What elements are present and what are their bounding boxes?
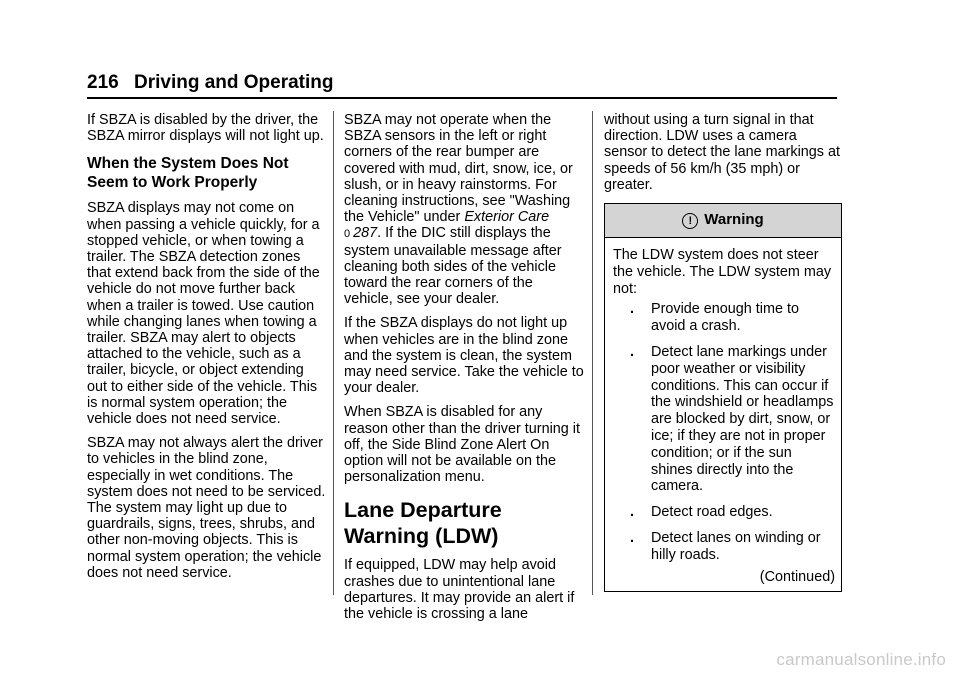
paragraph: SBZA displays may not come on when passing a vehicle quickly, for a stopped vehicle, or when towing a trailer. The SBZA detection zones that extend back from the side of the vehicle do not move further back when a trailer is towed. Use caution while changing lanes when towing a trailer. SBZA may alert to objects attached to the vehicle, such as a trailer, bicycle, or object extending out to either side of the vehicle. This is normal system operation; the vehicle does not need service. (87, 200, 320, 428)
paragraph: When SBZA is disabled for any reason other than the driver turning it off, the Side Blind Zone Alert On option will not be available on the personalization menu. (344, 404, 580, 486)
paragraph: SBZA may not always alert the driver to vehicles in the blind zone, especially in wet conditions. The system does not need to be serviced. The system may light up due to guardrails, signs, trees, shrubs, and other non-moving objects. This is normal system operation; the vehicle does not need service. (87, 435, 326, 581)
column-2 (344, 112, 584, 630)
text-run: . If the DIC still displays the system unavailable message after cleaning both sides of the vehicle toward the rear corners of the vehicle, see your dealer. (344, 225, 562, 308)
list-item (613, 301, 835, 335)
list-item (613, 504, 835, 521)
paragraph: If equipped, LDW may help avoid crashes due to unintentional lane departures. It may provide an alert if the vehicle is crossing a lane (344, 557, 575, 623)
warning-header (605, 204, 841, 238)
continued-label: (Continued) (759, 568, 835, 585)
paragraph: without using a turn signal in that direction. LDW uses a camera sensor to detect the lane markings at speeds of 56 km/h (35 mph) or greater. (604, 112, 840, 193)
paragraph: If SBZA is disabled by the driver, the SBZA mirror displays will not light up. (87, 112, 324, 145)
list-item-text: Detect lanes on winding or hilly roads. (651, 529, 821, 563)
column-divider (333, 111, 334, 595)
list-item (613, 530, 835, 564)
header-rule (87, 97, 837, 99)
page-header (87, 72, 334, 94)
bullet-icon: . (630, 301, 634, 318)
warning-lead: The LDW system does not steer the vehicle. The LDW system may not: (613, 247, 832, 297)
page-reference-icon: 0 (344, 228, 351, 241)
page-number: 216 (87, 72, 119, 93)
column-3 (604, 112, 842, 592)
list-item (613, 344, 835, 495)
bullet-icon: . (630, 529, 634, 546)
paragraph: If the SBZA displays do not light up when vehicles are in the blind zone and the system is clean, the system may need service. Take the vehicle to your dealer. (344, 315, 584, 397)
column-1 (87, 112, 327, 589)
xref-title: Exterior Care (464, 209, 550, 226)
column-divider (592, 111, 593, 595)
paragraph-with-xref (344, 112, 584, 307)
list-item-text: Detect road edges. (651, 504, 773, 521)
xref-page[interactable]: 287 (353, 225, 378, 242)
watermark: carmanualsonline.info (776, 650, 946, 669)
warning-body (605, 238, 841, 591)
list-item-text: Provide enough time to avoid a crash. (651, 301, 799, 335)
bullet-icon: . (630, 344, 634, 360)
bullet-icon: . (630, 504, 634, 521)
list-item-text: Detect lane markings under poor weather or visibility conditions. This can occur if the windshield or headlamps are blocked by dirt, snow, or ice; if they are not in proper condition; or if the sun shines directly into the camera. (651, 344, 834, 495)
section-title: Driving and Operating (133, 72, 334, 93)
text-run: SBZA may not operate when the SBZA sensors in the left or right corners of the rear bumper are covered with mud, dirt, snow, ice, or slush, or in heavy rainstorms. For cleaning instructions, see "Washing the Vehicle" under (344, 112, 573, 226)
warning-title: Warning (704, 211, 764, 229)
warning-box (604, 203, 842, 592)
subheading-not-working: When the System Does Not Seem to Work Properly (87, 155, 289, 192)
section-heading-ldw: Lane Departure Warning (LDW) (344, 498, 502, 549)
warning-icon: ! (682, 213, 698, 229)
